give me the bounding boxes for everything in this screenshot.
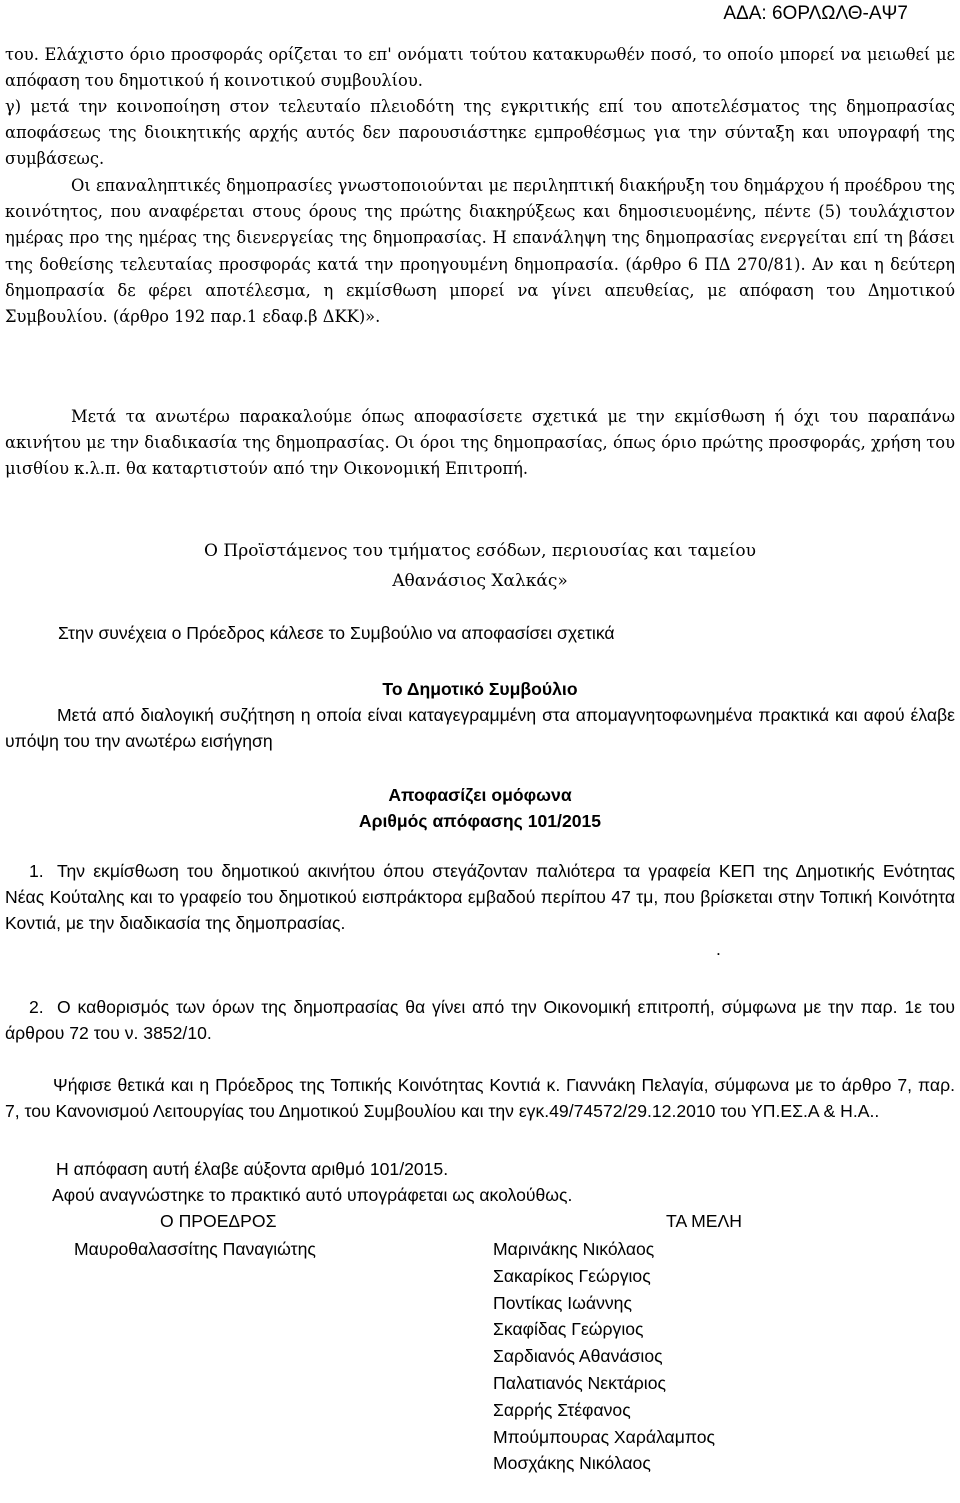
signed-note: Αφού αναγνώστηκε το πρακτικό αυτό υπογράφεται ως ακολούθως. — [52, 1185, 573, 1205]
president-name: Μαυροθαλασσίτης Παναγιώτης — [74, 1239, 316, 1259]
decision-number: Αριθμός απόφασης 101/2015 — [358, 811, 602, 831]
member-name: Μαρινάκης Νικόλαος — [493, 1239, 655, 1259]
council-heading: Το Δημοτικό Συμβούλιο — [382, 679, 578, 699]
member-name: Μπούμπουρας Χαράλαμπος — [493, 1426, 716, 1447]
decision-received-text: Η απόφαση αυτή έλαβε αύξοντα αριθμό 101/2015. — [56, 1159, 449, 1179]
members-title: ΤΑ ΜΕΛΗ — [666, 1211, 742, 1231]
quote-paragraph-4: Μετά τα ανωτέρω παρακαλούμε όπως αποφασίσετε σχετικά με την εκμίσθωση ή όχι του παραπάνω ακινήτου με την διαδικασία της δημοπρασίας. Οι όροι της δημοπρασίας, όπως όριο πρώτης προσφοράς, χρήση του μισθίου κ.λ.π. θα καταρτιστούν από την Οικονομική Επιτροπή. — [5, 407, 955, 479]
vote-text: Ψήφισε θετικά και η Πρόεδρος της Τοπικής Κοινότητας Κοντιά κ. Γιαννάκη Πελαγία, σύμφωνα με το άρθρο 7, παρ. 7, του Κανονισμού Λειτουργίας του Δημοτικού Συμβουλίου και την εγκ.49/74572/29.12.2010 του ΥΠ.ΕΣ.Α & Η.Α.. — [5, 1075, 955, 1121]
signature-name: Αθανάσιος Χαλκάς» — [392, 571, 568, 591]
item-1-text: Την εκμίσθωση του δημοτικού ακινήτου όπου στεγάζονταν παλιότερα τα γραφεία ΚΕΠ της Δημοτικής Ενότητας Νέας Κούταλης και το γραφείο του δημοτικού εισπράκτορα εμβαδού περίπου 47 τμ, που βρίσκεται στην Τοπική Κοινότητα Κοντιά, με την διαδικασία της δημοπρασίας. — [5, 861, 955, 933]
quote-paragraph-1: του. Ελάχιστο όριο προσφοράς ορίζεται το επ' ονόματι τούτου κατακυρωθέν ποσό, το οποίο μπορεί να μειωθεί με απόφαση του δημοτικού ή κοινοτικού συμβουλίου. — [5, 45, 955, 91]
item-1-number: 1. — [29, 861, 44, 881]
president-title: Ο ΠΡΟΕΔΡΟΣ — [160, 1211, 277, 1231]
after-discussion-text: Μετά από διαλογική συζήτηση η οποία είναι καταγεγραμμένη στα απομαγνητοφωνημένα πρακτικά και αφού έλαβε υπόψη του την ανωτέρω εισήγηση — [5, 705, 955, 751]
member-name: Παλατιανός Νεκτάριος — [493, 1372, 666, 1393]
member-name: Ποντίκας Ιωάννης — [493, 1292, 632, 1313]
ada-code: ΑΔΑ: 6ΟΡΛΩΛΘ-ΑΨ7 — [723, 3, 908, 24]
member-name: Σαρρής Στέφανος — [493, 1399, 631, 1420]
item-2-number: 2. — [29, 997, 44, 1017]
invite-text: Στην συνέχεια ο Πρόεδρος κάλεσε το Συμβούλιο να αποφασίσει σχετικά — [58, 623, 615, 643]
quote-paragraph-2: γ) μετά την κοινοποίηση στον τελευταίο πλειοδότη της εγκριτικής επί του αποτελέσματος της δημοπρασίας αποφάσεως της διοικητικής αρχής αυτός δεν παρουσιάστηκε εμπροθέσμως για την σύνταξη και υπογραφή της συμβάσεως. — [5, 97, 955, 169]
decision-item-2 — [5, 994, 955, 1046]
members-list — [493, 1236, 715, 1477]
signature-role: Ο Προϊστάμενος του τμήματος εσόδων, περιουσίας και ταμείου — [204, 541, 756, 561]
decision-item-1 — [5, 858, 955, 936]
member-name: Σακαρίκος Γεώργιος — [493, 1265, 651, 1286]
item-2-text: Ο καθορισμός των όρων της δημοπρασίας θα γίνει από την Οικονομική επιτροπή, σύμφωνα με την παρ. 1ε του άρθρου 72 του ν. 3852/10. — [5, 997, 955, 1043]
item-1-trailing-dot: . — [716, 939, 721, 959]
quote-paragraph-3: Οι επαναληπτικές δημοπρασίες γνωστοποιούνται με περιληπτική διακήρυξη του δημάρχου ή προέδρου της κοινότητος, που αναφέρεται στους όρους της πρώτης διακηρύξεως και δημοσιευομένης, πέντε (5) τουλάχιστον ημέρας προ της ημέρας της διενεργείας της δημοπρασίας. Η επανάληψη της δημοπρασίας ενεργείται επί τη βάσει της δοθείσης τελευταίας προσφοράς κατά την προηγουμένη δημοπρασία. (άρθρο 6 ΠΔ 270/81). Αν και η δεύτερη δημοπρασία δε φέρει αποτέλεσμα, η εκμίσθωση μπορεί να γίνει απευθείας, με απόφαση του Δημοτικού Συμβουλίου. (άρθρο 192 παρ.1 εδαφ.β ΔΚΚ)». — [5, 176, 955, 327]
member-name: Μοσχάκης Νικόλαος — [493, 1453, 651, 1474]
member-name: Σαρδιανός Αθανάσιος — [493, 1346, 663, 1367]
member-name: Σκαφίδας Γεώργιος — [493, 1319, 644, 1340]
decides-heading: Αποφασίζει ομόφωνα — [388, 785, 572, 805]
